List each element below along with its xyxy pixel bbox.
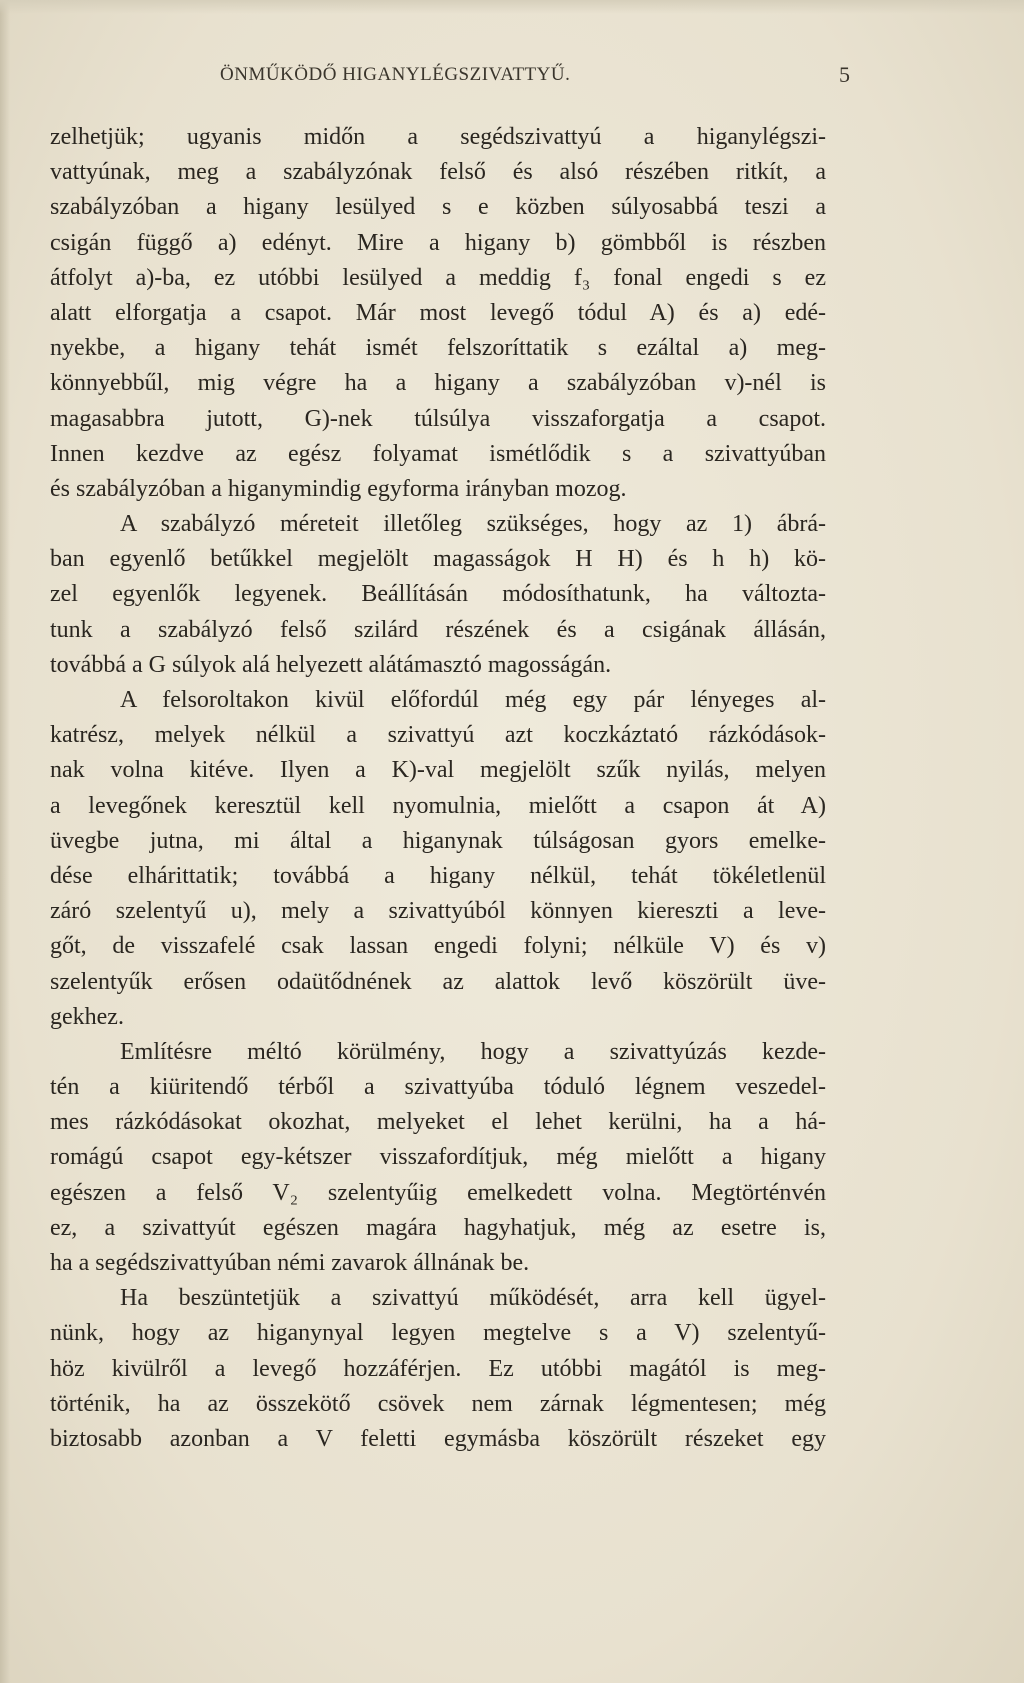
text-line: és szabályzóban a higanymindig egyforma irányban mozog. xyxy=(50,475,627,502)
text-line: a levegőnek keresztül kell nyomulnia, mielőtt a csapon át A) xyxy=(50,792,826,819)
text-line: A szabályzó méreteit illetőleg szükséges, hogy az 1) ábrá- xyxy=(120,511,826,538)
text-line: könnyebbűl, mig végre ha a higany a szabályzóban v)-nél is xyxy=(50,370,826,397)
text-line: Ha beszüntetjük a szivattyú működését, arra kell ügyel- xyxy=(120,1285,826,1312)
text-line: csigán függő a) edényt. Mire a higany b) gömbből is részben xyxy=(50,229,826,256)
page-top-shadow xyxy=(0,0,1024,14)
text-line: záró szelentyű u), mely a szivattyúból könnyen kiereszti a leve- xyxy=(50,898,826,925)
text-line: zel egyenlők legyenek. Beállításán módosíthatunk, ha változta- xyxy=(50,581,826,608)
text-line: katrész, melyek nélkül a szivattyú azt koczkáztató rázkódások- xyxy=(50,722,826,749)
text-line: A felsoroltakon kivül előfordúl még egy pár lényeges al- xyxy=(120,687,826,713)
running-header-title: ÖNMŰKÖDŐ HIGANYLÉGSZIVATTYŰ. xyxy=(220,64,571,85)
text-line: szelentyűk erősen odaütődnének az alattok levő köszörült üve- xyxy=(50,968,826,995)
page-number: 5 xyxy=(839,62,850,87)
text-line: dése elhárittatik; továbbá a higany nélkül, tehát tökéletlenül xyxy=(50,862,826,889)
text-line: gőt, de visszafelé csak lassan engedi folyni; nélküle V) és v) xyxy=(50,933,826,960)
text-line: üvegbe jutna, mi által a higanynak túlságosan gyors emelke- xyxy=(50,827,826,854)
text-line: alatt elforgatja a csapot. Már most levegő tódul A) és a) edé- xyxy=(50,299,826,326)
text-line: tén a kiüritendő térből a szivattyúba tóduló légnem veszedel- xyxy=(50,1074,826,1101)
text-line: szabályzóban a higany lesülyed s e közben súlyosabbá teszi a xyxy=(50,194,826,221)
text-line: zelhetjük; ugyanis midőn a segédszivattyú a higanylégszi- xyxy=(50,124,826,150)
text-line: nünk, hogy az higanynyal legyen megtelve s a V) szelentyű- xyxy=(50,1320,826,1347)
text-line: vattyúnak, meg a szabályzónak felső és alsó részében ritkít, a xyxy=(50,159,826,186)
text-line: továbbá a G súlyok alá helyezett alátámasztó magosságán. xyxy=(50,651,612,678)
page-edge-shadow xyxy=(0,0,10,1683)
text-line: egészen a felső V₂ szelentyűig emelkedett volna. Megtörténvén xyxy=(50,1179,826,1206)
text-line: Innen kezdve az egész folyamat ismétlődik s a szivattyúban xyxy=(50,440,826,467)
text-line: höz kivülről a levegő hozzáférjen. Ez utóbbi magától is meg- xyxy=(50,1355,826,1382)
text-line: nak volna kitéve. Ilyen a K)-val megjelölt szűk nyilás, melyen xyxy=(50,757,826,784)
text-line: átfolyt a)-ba, ez utóbbi lesülyed a meddig f₃ fonal engedi s ez xyxy=(50,264,826,291)
text-line: romágú csapot egy-kétszer visszafordítjuk, még mielőtt a higany xyxy=(50,1144,826,1171)
text-line: mes rázkódásokat okozhat, melyeket el lehet kerülni, ha a há- xyxy=(50,1109,826,1136)
text-line: tunk a szabályzó felső szilárd részének és a csigának állásán, xyxy=(50,616,826,643)
body-text xyxy=(50,120,826,1457)
text-line: történik, ha az összekötő csövek nem zárnak légmentesen; még xyxy=(50,1390,826,1417)
text-line: ban egyenlő betűkkel megjelölt magasságok H H) és h h) kö- xyxy=(50,546,826,573)
text-line: gekhez. xyxy=(50,1003,124,1030)
text-line: Említésre méltó körülmény, hogy a szivattyúzás kezde- xyxy=(120,1038,826,1065)
text-line: ha a segédszivattyúban némi zavarok állnának be. xyxy=(50,1250,530,1276)
text-line: magasabbra jutott, G)-nek túlsúlya visszaforgatja a csapot. xyxy=(50,405,826,432)
text-line: biztosabb azonban a V feletti egymásba köszörült részeket egy xyxy=(50,1425,826,1452)
text-line: nyekbe, a higany tehát ismét felszoríttatik s ezáltal a) meg- xyxy=(50,335,826,362)
text-line: ez, a szivattyút egészen magára hagyhatjuk, még az esetre is, xyxy=(50,1214,826,1241)
